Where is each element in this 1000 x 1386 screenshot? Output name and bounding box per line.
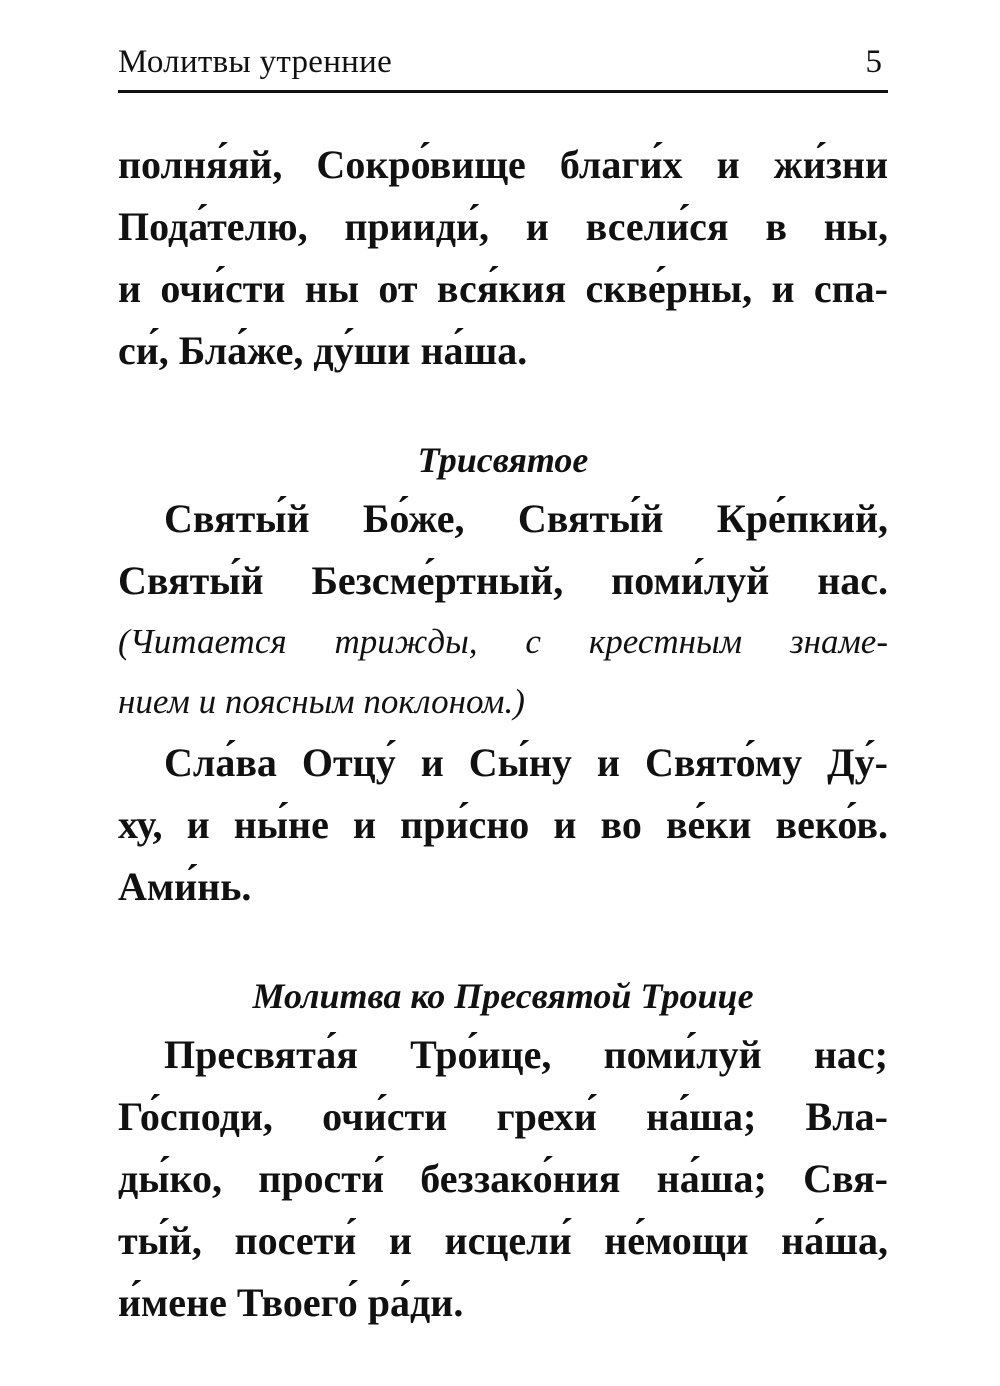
book-page (118, 38, 888, 1348)
text-line: и́мене Твоего́ ра́ди. (118, 1280, 464, 1325)
running-header (118, 38, 888, 93)
note-line: (Читается трижды, с крестным знаме- (118, 622, 888, 661)
text-line: ды́ко, прости́ беззако́ния на́ша; Свя- (118, 1156, 888, 1201)
glory-prayer (118, 732, 888, 918)
text-line: Пода́телю, прииди́, и всели́ся в ны, (118, 204, 888, 249)
section-title-trinity-prayer: Молитва ко Пресвятой Троице (252, 976, 754, 1016)
continued-prayer-text (118, 134, 888, 382)
trisagion-prayer (118, 488, 888, 612)
page-content (118, 134, 888, 1334)
page-number: 5 (865, 44, 882, 80)
text-line: и очи́сти ны от вся́кия скве́рны, и спа- (118, 266, 888, 311)
note-line: нием и поясным поклоном.) (118, 682, 525, 721)
text-line: си́, Бла́же, ду́ши на́ша. (118, 328, 528, 373)
text-line: ты́й, посети́ и исцели́ не́мощи на́ша, (118, 1218, 888, 1263)
text-line: Го́споди, очи́сти грехи́ на́ша; Вла- (118, 1094, 888, 1139)
trinity-prayer-text (118, 1024, 888, 1334)
text-line: Пресвята́я Тро́ице, поми́луй нас; (164, 1032, 888, 1077)
text-line: Святы́й Бо́же, Святы́й Кре́пкий, (164, 496, 888, 541)
rubric-note (118, 612, 888, 732)
text-line: ху, и ны́не и при́сно и во ве́ки веко́в. (118, 802, 888, 847)
text-line: Сла́ва Отцу́ и Сы́ну и Свято́му Ду́- (164, 740, 888, 785)
running-title: Молитвы утренние (118, 44, 393, 80)
text-line: Ами́нь. (118, 864, 252, 909)
section-title-trisagion: Трисвятое (417, 440, 589, 480)
text-line: полня́яй, Сокро́вище благи́х и жи́зни (118, 142, 888, 187)
text-line: Святы́й Безсме́ртный, поми́луй нас. (118, 558, 888, 603)
